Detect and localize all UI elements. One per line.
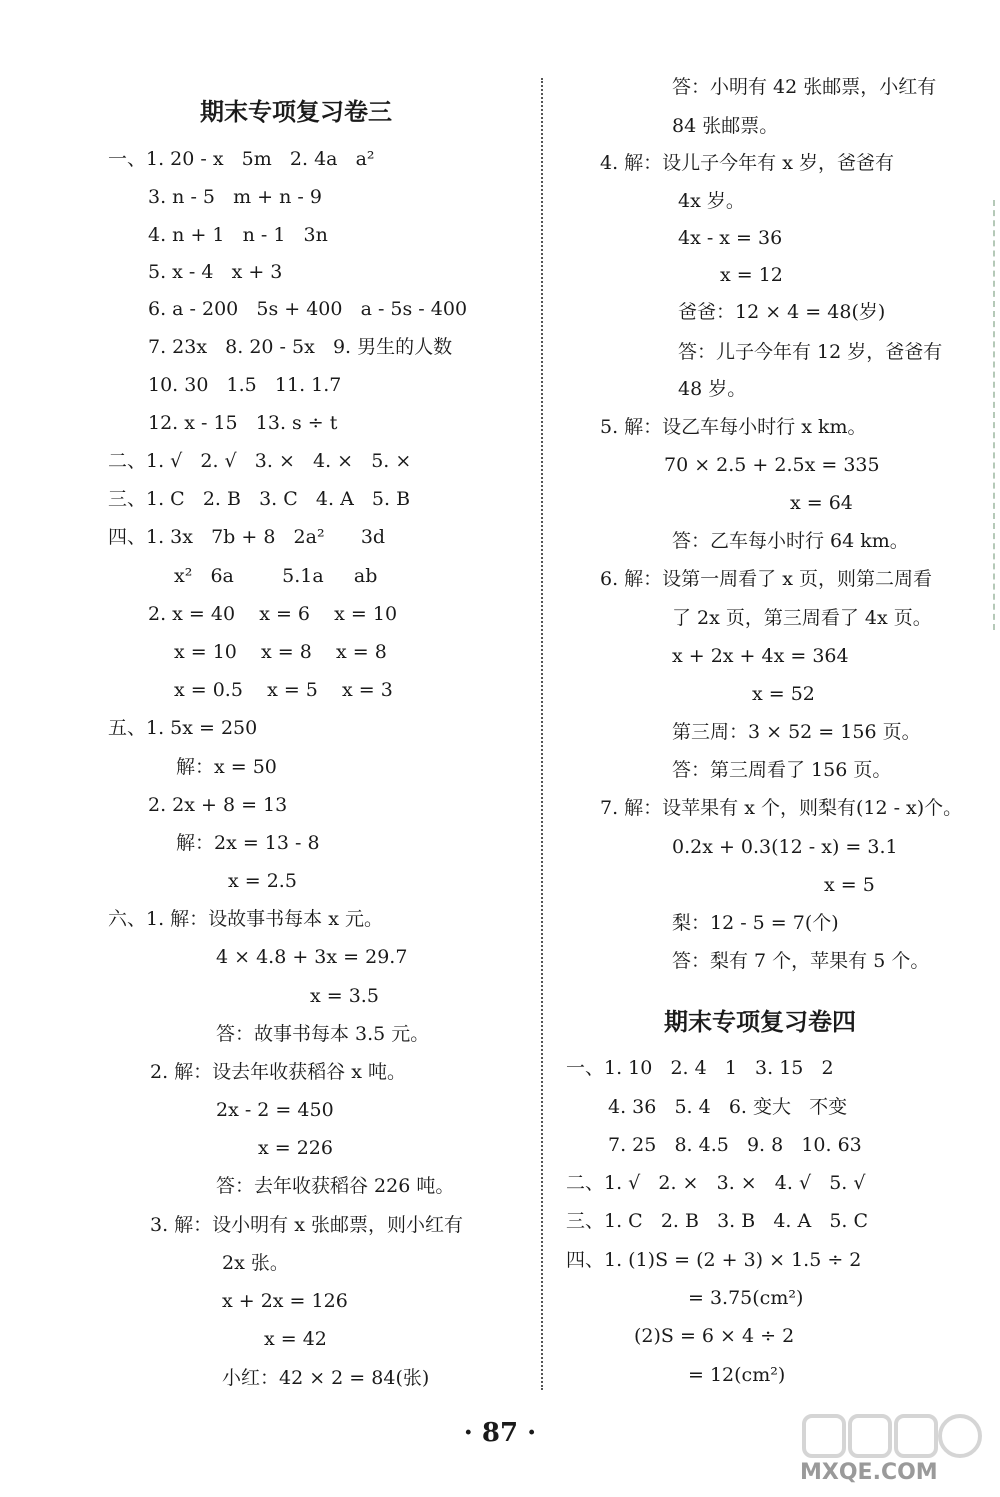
answer-line: x² 6a 5.1a ab — [174, 565, 378, 587]
binding-edge-marks — [993, 200, 998, 630]
answer-line: 爸爸：12 × 4 = 48(岁) — [678, 301, 886, 323]
answer-line: x = 2.5 — [228, 870, 297, 892]
answer-line: 4. 36 5. 4 6. 变大 不变 — [608, 1096, 848, 1118]
section-title: 期末专项复习卷四 — [664, 1008, 856, 1036]
answer-line: 5. x - 4 x + 3 — [148, 261, 283, 283]
answer-line: 10. 30 1.5 11. 1.7 — [148, 374, 342, 396]
answer-line: 了 2x 页，第三周看了 4x 页。 — [672, 607, 932, 629]
answer-line: 6. a - 200 5s + 400 a - 5s - 400 — [148, 298, 468, 320]
answer-line: 二、1. √ 2. √ 3. × 4. × 5. × — [108, 450, 412, 472]
page-number: · 87 · — [463, 1418, 537, 1448]
answer-line: 答：乙车每小时行 64 km。 — [672, 530, 909, 552]
answer-line: x = 226 — [258, 1137, 333, 1159]
answer-line: 7. 解：设苹果有 x 个，则梨有(12 - x)个。 — [600, 797, 963, 819]
answer-line: 答：小明有 42 张邮票，小红有 — [672, 76, 937, 98]
answer-line: 五、1. 5x = 250 — [108, 717, 258, 739]
answer-line: 4x - x = 36 — [678, 227, 783, 249]
answer-line: 6. 解：设第一周看了 x 页，则第二周看 — [600, 568, 932, 590]
answer-line: x = 42 — [264, 1328, 327, 1350]
answer-line: 70 × 2.5 + 2.5x = 335 — [664, 454, 880, 476]
answer-line: 2x - 2 = 450 — [216, 1099, 334, 1121]
answer-line: x = 64 — [790, 492, 853, 514]
answer-line: 7. 25 8. 4.5 9. 8 10. 63 — [608, 1134, 862, 1156]
answer-line: 答：儿子今年有 12 岁，爸爸有 — [678, 341, 943, 363]
answer-line: 一、1. 20 - x 5m 2. 4a a² — [108, 148, 375, 170]
answer-line: 3. n - 5 m + n - 9 — [148, 186, 322, 208]
section-title: 期末专项复习卷三 — [200, 98, 392, 126]
answer-line: x + 2x + 4x = 364 — [672, 645, 849, 667]
answer-line: = 3.75(cm²) — [688, 1287, 804, 1309]
answer-line: 二、1. √ 2. × 3. × 4. √ 5. √ — [566, 1172, 866, 1194]
answer-line: 2. 2x + 8 = 13 — [148, 794, 288, 816]
answer-line: 4x 岁。 — [678, 190, 745, 212]
answer-line: 48 岁。 — [678, 378, 747, 400]
answer-line: 解：2x = 13 - 8 — [176, 832, 320, 854]
answer-line: x = 5 — [824, 874, 875, 896]
answer-line: (2)S = 6 × 4 ÷ 2 — [634, 1325, 795, 1347]
answer-line: 7. 23x 8. 20 - 5x 9. 男生的人数 — [148, 336, 453, 358]
answer-line: 3. 解：设小明有 x 张邮票，则小红有 — [150, 1214, 463, 1236]
answer-line: x = 0.5 x = 5 x = 3 — [174, 679, 393, 701]
answer-line: 0.2x + 0.3(12 - x) = 3.1 — [672, 836, 898, 858]
answer-line: 5. 解：设乙车每小时行 x km。 — [600, 416, 867, 438]
answer-line: 2. 解：设去年收获稻谷 x 吨。 — [150, 1061, 406, 1083]
watermark-text: MXQE.COM — [800, 1460, 938, 1485]
answer-line: 12. x - 15 13. s ÷ t — [148, 412, 338, 434]
answer-line: 三、1. C 2. B 3. B 4. A 5. C — [566, 1210, 869, 1232]
answer-line: 解：x = 50 — [176, 756, 277, 778]
answer-line: 三、1. C 2. B 3. C 4. A 5. B — [108, 488, 411, 510]
answer-line: x + 2x = 126 — [222, 1290, 348, 1312]
answer-line: 2. x = 40 x = 6 x = 10 — [148, 603, 398, 625]
answer-line: 答：去年收获稻谷 226 吨。 — [216, 1175, 455, 1197]
answer-line: 梨：12 - 5 = 7(个) — [672, 912, 839, 934]
answer-line: = 12(cm²) — [688, 1364, 786, 1386]
answer-line: 4. n + 1 n - 1 3n — [148, 224, 328, 246]
answer-line: x = 12 — [720, 264, 783, 286]
answer-line: x = 52 — [752, 683, 815, 705]
answer-line: 答：梨有 7 个，苹果有 5 个。 — [672, 950, 930, 972]
answer-line: 2x 张。 — [222, 1252, 289, 1274]
answer-line: 答：故事书每本 3.5 元。 — [216, 1023, 430, 1045]
answer-line: 第三周：3 × 52 = 156 页。 — [672, 721, 921, 743]
answer-line: 小红：42 × 2 = 84(张) — [222, 1367, 430, 1389]
answer-line: 六、1. 解：设故事书每本 x 元。 — [108, 908, 383, 930]
column-divider — [541, 78, 543, 1390]
answer-line: 4 × 4.8 + 3x = 29.7 — [216, 946, 408, 968]
answer-line: x = 10 x = 8 x = 8 — [174, 641, 387, 663]
answer-line: 84 张邮票。 — [672, 115, 779, 137]
answer-line: 四、1. (1)S = (2 + 3) × 1.5 ÷ 2 — [566, 1249, 862, 1271]
answer-line: 答：第三周看了 156 页。 — [672, 759, 892, 781]
answer-line: 四、1. 3x 7b + 8 2a² 3d — [108, 526, 386, 548]
answer-line: 4. 解：设儿子今年有 x 岁，爸爸有 — [600, 152, 894, 174]
answer-line: x = 3.5 — [310, 985, 379, 1007]
answer-line: 一、1. 10 2. 4 1 3. 15 2 — [566, 1057, 834, 1079]
